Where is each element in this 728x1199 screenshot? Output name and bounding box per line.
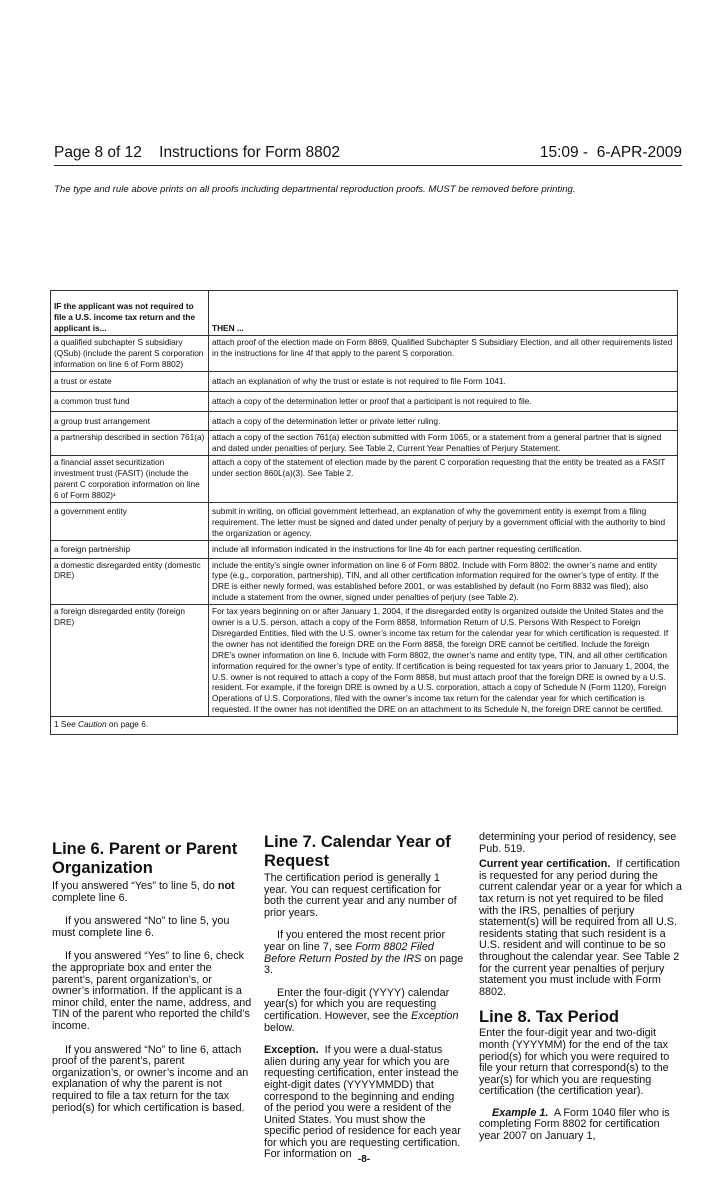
line7-p4-text: If you were a dual-status alien during any year for which you are requesting certification, enter instead the eight-digit dates (YYYYMMDD) that correspond to the beginning and ending of the period you were a resident of the United States. You must show the specific period of residence for each year for which you are requesting certification. For information on xyxy=(264,1044,464,1161)
table-cell-entity: a foreign partnership xyxy=(51,540,209,558)
table-row xyxy=(51,540,678,558)
table-row xyxy=(51,558,678,605)
residency-para: determining your period of residency, see Pub. 519. xyxy=(479,831,677,855)
table-cell-action: attach a copy of the determination letter or private letter ruling. xyxy=(209,411,678,431)
line6-p1-text: If you answered “Yes” to line 5, do xyxy=(52,880,218,892)
current-year-text: If certification is requested for any period during the current calendar year or a year for which a tax return is not yet required to be filed with the IRS, penalties of perjury statement(s) will be required from all U.S. residents stating that such resident is a U.S. resident and will continue to be so throughout the calendar year. See Table 2 for the current year penalties of perjury statement you must include with Form 8802. xyxy=(479,858,685,998)
line8-heading: Line 8. Tax Period xyxy=(479,1008,619,1027)
table-row xyxy=(51,456,678,503)
table-cell-entity: a financial asset securitization investment trust (FASIT) (include the parent C corporation information on line 6 of Form 8802)¹ xyxy=(51,456,209,503)
table-row xyxy=(51,502,678,540)
line7-p3-italic: Exception xyxy=(411,1009,459,1022)
column-line7 xyxy=(264,833,464,1161)
line7-p3-text: Enter the four-digit (YYYY) calendar year(s) for which you are requesting certification. However, see the xyxy=(264,986,450,1022)
line6-p1-bold: not xyxy=(217,880,235,892)
line7-p3-end: below. xyxy=(264,1021,295,1034)
line7-heading: Line 7. Calendar Year of Request xyxy=(264,833,451,870)
current-year-label: Current year certification. xyxy=(479,858,611,871)
table-row xyxy=(51,336,678,372)
table-cell-entity: a government entity xyxy=(51,502,209,540)
table-cell-action: attach proof of the election made on Form 8869, Qualified Subchapter S Subsidiary Election, and all other requirements listed in the instructions for line 4f that apply to the parent S corporation. xyxy=(209,336,678,372)
table-cell-entity: a qualified subchapter S subsidiary (QSub) (include the parent S corporation information on line 6 of Form 8802) xyxy=(51,336,209,372)
table-row xyxy=(51,411,678,431)
line6-para: If you answered “No” to line 5, you must complete line 6. xyxy=(52,915,230,939)
line7-para: The certification period is generally 1 year. You can request certification for both the current year and any number of prior years. xyxy=(264,872,457,919)
table-cell-action: attach a copy of the section 761(a) election submitted with Form 1065, or a statement from a general partner that is signed and dated under penalties of perjury. See Table 2, Current Year Penalties of Perjury Statement. xyxy=(209,431,678,456)
table-cell-action: submit in writing, on official government letterhead, an explanation of why the government entity is exempt from a filing requirement. The letter must be signed and dated under penalty of perjury by a government official with the authority to bind the organization or agency. xyxy=(209,502,678,540)
line7-p2-italic: Form 8802 Filed Before Return Posted by the IRS xyxy=(264,940,434,965)
footnote-text-end: on page 6. xyxy=(106,719,149,730)
exception-label: Exception. xyxy=(264,1044,319,1057)
example-label: Example 1. xyxy=(492,1106,549,1119)
table-footnote-row xyxy=(51,717,678,735)
line7-p2-text: If you entered the most recent prior year on line 7, see xyxy=(264,929,446,953)
proof-note: The type and rule above prints on all proofs including departmental reproduction proofs. MUST be removed before printing. xyxy=(54,184,576,195)
line7-para xyxy=(264,930,464,976)
table-row xyxy=(51,391,678,411)
example-para xyxy=(479,1108,683,1143)
current-year-para xyxy=(479,859,683,998)
line6-p1-end: complete line 6. xyxy=(52,891,128,904)
table-cell-entity: a partnership described in section 761(a) xyxy=(51,431,209,456)
table-cell-entity: a foreign disregarded entity (foreign DRE) xyxy=(51,605,209,717)
line7-para xyxy=(264,1045,464,1161)
table-row xyxy=(51,605,678,717)
footnote-text: 1 See xyxy=(54,719,78,730)
table-cell-entity: a common trust fund xyxy=(51,391,209,411)
line8-para: Enter the four-digit year and two-digit month (YYYYMM) for the end of the tax period(s) for which you were required to file your return that correspond(s) to the year(s) for which you are requesting certification (the certification year). xyxy=(479,1027,670,1098)
column-line8 xyxy=(479,832,683,1143)
table-cell-action: attach a copy of the statement of election made by the parent C corporation requesting that the entity be treated as a FASIT under section 860L(a)(3). See Table 2. xyxy=(209,456,678,503)
column-line6 xyxy=(52,838,252,1114)
line6-para xyxy=(52,881,252,904)
table-row xyxy=(51,431,678,456)
example-text: A Form 1040 filer who is completing Form 8802 for certification year 2007 on January 1, xyxy=(479,1106,673,1143)
table-cell-entity: a group trust arrangement xyxy=(51,411,209,431)
applicant-table xyxy=(50,290,678,735)
table-cell-action: For tax years beginning on or after January 1, 2004, if the disregarded entity is organized outside the United States and the owner is a U.S. person, attach a copy of the Form 8858, Information Return of U.S. Persons With Respect to Foreign Disregarded Entities, filed with the U.S. owner’s income tax return for the calendar year for which certification is requested. If the owner has not identified the foreign DRE on the Form 8858, the foreign DRE cannot be certified. Include the foreign DRE’s owner information on line 6. Include with Form 8802, the owner’s name and entity type, TIN, and all other certification information required for the owner’s type of entity. If certification is being requested for tax years prior to January 1, 2004, the U.S. owner is not required to attach a copy of the Form 8858, but must attach proof that the foreign DRE is owned by a U.S. resident. For example, if the foreign DRE is owned by a U.S. corporation, attach a copy of Schedule N (Form 1120), Foreign Operations of U.S. Corporations, filed with the owner’s income tax return for the calendar year for which certification is requested. If the owner has not identified the DRE on an attachment to its Schedule N, the foreign DRE cannot be certified. xyxy=(209,605,678,717)
table-cell-action: attach an explanation of why the trust or estate is not required to file Form 1041. xyxy=(209,371,678,391)
line7-p2-end: on page 3. xyxy=(264,952,464,977)
page-number: -8- xyxy=(357,1154,371,1165)
footnote-caution: Caution xyxy=(78,719,107,730)
table-cell-action: attach a copy of the determination letter or proof that a participant is not required to file. xyxy=(209,391,678,411)
table-header-col1: IF the applicant was not required to file a U.S. income tax return and the applicant is... xyxy=(51,291,209,336)
table-cell-action: include all information indicated in the instructions for line 4b for each partner requesting certification. xyxy=(209,540,678,558)
line6-para: If you answered “No” to line 6, attach proof of the parent’s, parent organization’s, or owner’s income and an explanation of why the parent is not required to file a tax return for the tax period(s) for which certification is based. xyxy=(52,1043,249,1114)
table-cell-action: include the entity’s single owner information on line 6 of Form 8802. Include with Form 8802: the owner’s name and entity type (e.g., corporation, partnership), TIN, and all other certification information required for the owner’s type of entity. If the DRE is either newly formed, was established before 2001, or was established by default (no Form 8832 was filed), also include a statement from the owner, signed under penalties of perjury (see Table 2). xyxy=(209,558,678,605)
table-cell-entity: a domestic disregarded entity (domestic DRE) xyxy=(51,558,209,605)
line7-para xyxy=(264,988,464,1034)
running-header xyxy=(54,143,682,166)
table-row xyxy=(51,371,678,391)
table-footnote xyxy=(51,717,678,735)
line6-para: If you answered “Yes” to line 6, check the appropriate box and enter the parent’s, parent organization’s, or owner’s information. If the applicant is a minor child, enter the name, address, and TIN of the parent who reported the child’s income. xyxy=(52,950,252,1032)
table-cell-entity: a trust or estate xyxy=(51,371,209,391)
table-header-col2: THEN ... xyxy=(209,291,678,336)
header-left: Page 8 of 12 Instructions for Form 8802 xyxy=(54,144,341,161)
header-right: 15:09 - 6-APR-2009 xyxy=(539,144,682,161)
line6-heading: Line 6. Parent or Parent Organization xyxy=(52,840,238,877)
table-header-row xyxy=(51,291,678,336)
